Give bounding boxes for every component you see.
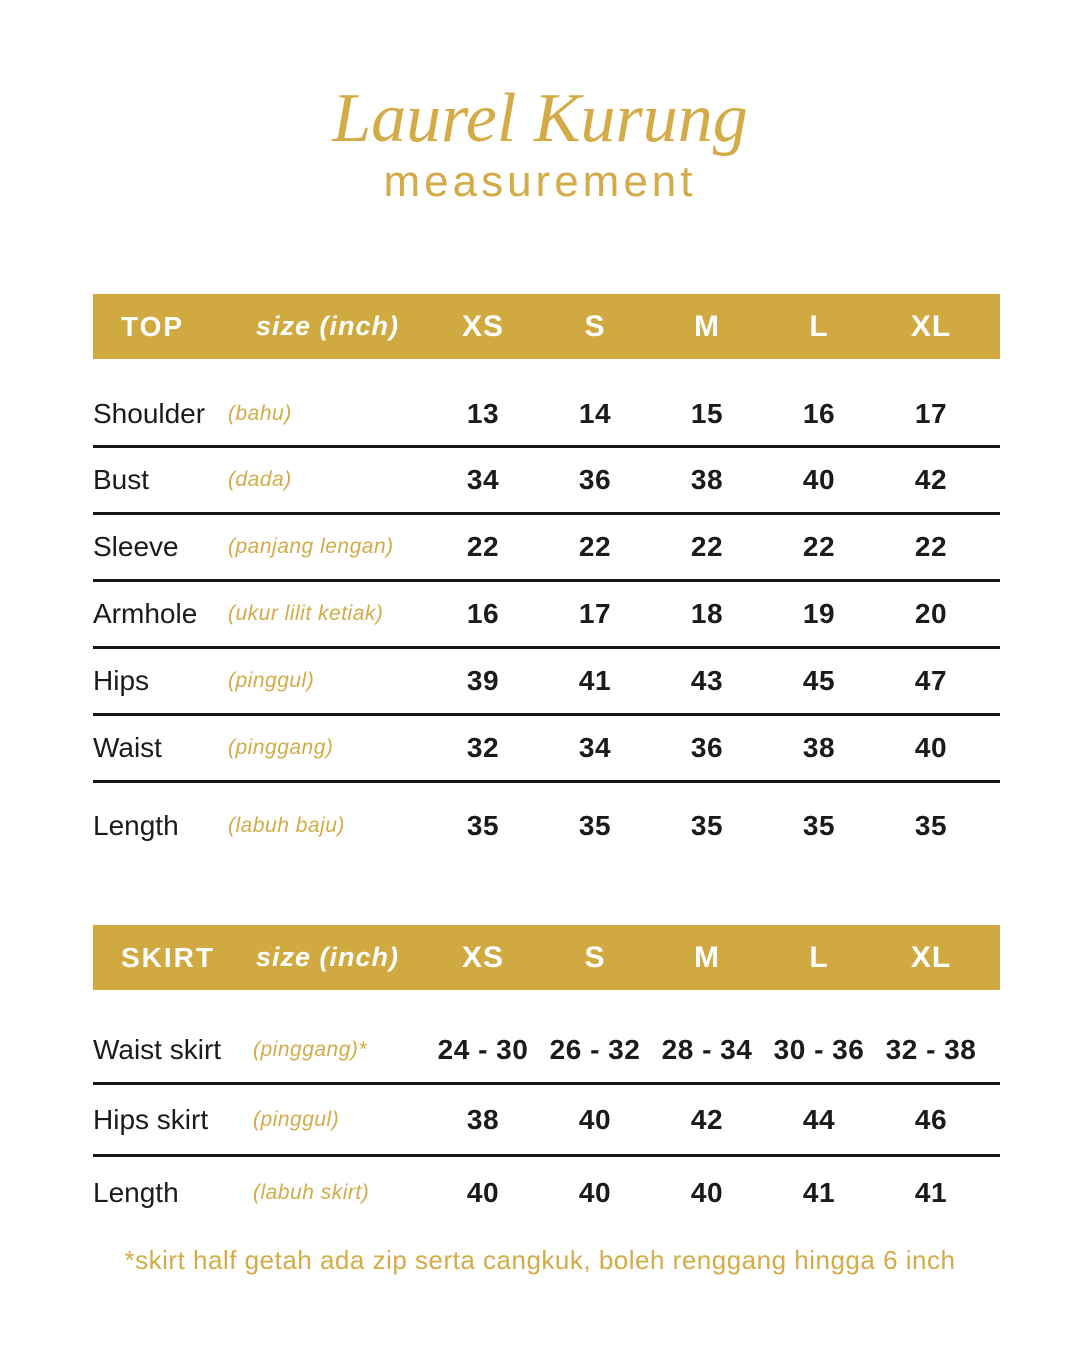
- value-xl: 40: [914, 732, 948, 764]
- value-m: 35: [690, 809, 724, 841]
- row-label: Length: [93, 1177, 179, 1209]
- value-m: 43: [690, 665, 724, 697]
- page-subtitle: measurement: [383, 157, 697, 206]
- value-m: 36: [690, 732, 724, 764]
- skirt-size-col-s: S: [584, 940, 606, 974]
- row-label: Shoulder: [93, 398, 206, 430]
- top-row-armhole: [93, 582, 1000, 649]
- value-xs: 13: [466, 398, 500, 430]
- page-title: Laurel Kurung: [332, 80, 748, 157]
- value-s: 34: [578, 732, 612, 764]
- value-l: 40: [802, 464, 836, 496]
- skirt-row-length: [93, 1157, 1000, 1229]
- value-xl: 41: [914, 1177, 948, 1209]
- row-label: Waist skirt: [93, 1034, 222, 1066]
- row-label: Hips skirt: [93, 1103, 209, 1135]
- skirt-table-header-bar: [93, 925, 1000, 990]
- value-m: 28 - 34: [661, 1034, 753, 1066]
- top-size-col-m: M: [694, 309, 720, 343]
- row-label: Sleeve: [93, 531, 179, 563]
- top-row-bust: [93, 448, 1000, 515]
- skirt-footnote: *skirt half getah ada zip serta cangkuk, boleh renggang hingga 6 inch: [124, 1245, 956, 1276]
- value-l: 22: [802, 531, 836, 563]
- value-l: 16: [802, 398, 836, 430]
- value-xs: 16: [466, 598, 500, 630]
- value-s: 36: [578, 464, 612, 496]
- row-label: Hips: [93, 665, 150, 697]
- value-xs: 40: [466, 1177, 500, 1209]
- value-xl: 22: [914, 531, 948, 563]
- skirt-row-waist-skirt: [93, 990, 1000, 1085]
- value-m: 40: [690, 1177, 724, 1209]
- value-xl: 47: [914, 665, 948, 697]
- row-sublabel: (pinggang)*: [253, 1038, 368, 1062]
- row-label: Bust: [93, 464, 150, 496]
- top-size-col-s: S: [584, 309, 606, 343]
- value-s: 17: [578, 598, 612, 630]
- row-sublabel: (labuh baju): [228, 813, 345, 837]
- value-s: 40: [578, 1177, 612, 1209]
- tables-root: [93, 294, 1000, 1229]
- skirt-size-col-l: L: [809, 940, 829, 974]
- row-label: Waist: [93, 732, 162, 764]
- top-row-hips: [93, 649, 1000, 716]
- top-table-header-bar: [93, 294, 1000, 359]
- value-s: 14: [578, 398, 612, 430]
- row-sublabel: (panjang lengan): [228, 535, 394, 559]
- top-row-waist: [93, 716, 1000, 783]
- top-unit-label: size (inch): [255, 311, 400, 342]
- row-sublabel: (bahu): [228, 402, 292, 426]
- value-l: 41: [802, 1177, 836, 1209]
- skirt-unit-label: size (inch): [255, 942, 400, 973]
- top-row-length: [93, 783, 1000, 868]
- row-label: Armhole: [93, 598, 198, 630]
- skirt-table-title: SKIRT: [121, 941, 215, 973]
- top-table-title: TOP: [121, 310, 185, 342]
- top-size-col-l: L: [809, 309, 829, 343]
- page-header: [0, 0, 1080, 206]
- skirt-size-col-xl: XL: [910, 940, 952, 974]
- row-sublabel: (pinggul): [228, 669, 315, 693]
- value-m: 18: [690, 598, 724, 630]
- skirt-size-col-xs: XS: [461, 940, 505, 974]
- row-sublabel: (pinggang): [228, 736, 334, 760]
- value-m: 38: [690, 464, 724, 496]
- row-sublabel: (pinggul): [253, 1107, 340, 1131]
- top-size-col-xs: XS: [461, 309, 505, 343]
- value-s: 26 - 32: [549, 1034, 641, 1066]
- row-sublabel: (labuh skirt): [253, 1181, 370, 1205]
- value-s: 35: [578, 809, 612, 841]
- value-xs: 35: [466, 809, 500, 841]
- value-s: 22: [578, 531, 612, 563]
- value-l: 45: [802, 665, 836, 697]
- value-l: 44: [802, 1103, 836, 1135]
- value-xl: 35: [914, 809, 948, 841]
- value-xl: 32 - 38: [885, 1034, 977, 1066]
- row-sublabel: (dada): [228, 468, 292, 492]
- skirt-size-table: [93, 925, 1000, 1229]
- value-xs: 22: [466, 531, 500, 563]
- value-l: 30 - 36: [773, 1034, 865, 1066]
- value-xs: 39: [466, 665, 500, 697]
- value-l: 19: [802, 598, 836, 630]
- value-xl: 46: [914, 1103, 948, 1135]
- top-row-sleeve: [93, 515, 1000, 582]
- value-s: 40: [578, 1103, 612, 1135]
- value-xl: 17: [914, 398, 948, 430]
- value-m: 42: [690, 1103, 724, 1135]
- value-xl: 42: [914, 464, 948, 496]
- skirt-size-col-m: M: [694, 940, 720, 974]
- row-sublabel: (ukur lilit ketiak): [228, 602, 384, 626]
- value-m: 15: [690, 398, 724, 430]
- top-size-col-xl: XL: [910, 309, 952, 343]
- value-l: 35: [802, 809, 836, 841]
- value-m: 22: [690, 531, 724, 563]
- row-label: Length: [93, 809, 179, 841]
- top-row-shoulder: [93, 359, 1000, 448]
- value-xs: 34: [466, 464, 500, 496]
- value-xs: 38: [466, 1103, 500, 1135]
- top-size-table: [93, 294, 1000, 868]
- value-xl: 20: [914, 598, 948, 630]
- skirt-row-hips-skirt: [93, 1085, 1000, 1157]
- value-l: 38: [802, 732, 836, 764]
- value-s: 41: [578, 665, 612, 697]
- value-xs: 32: [466, 732, 500, 764]
- value-xs: 24 - 30: [437, 1034, 529, 1066]
